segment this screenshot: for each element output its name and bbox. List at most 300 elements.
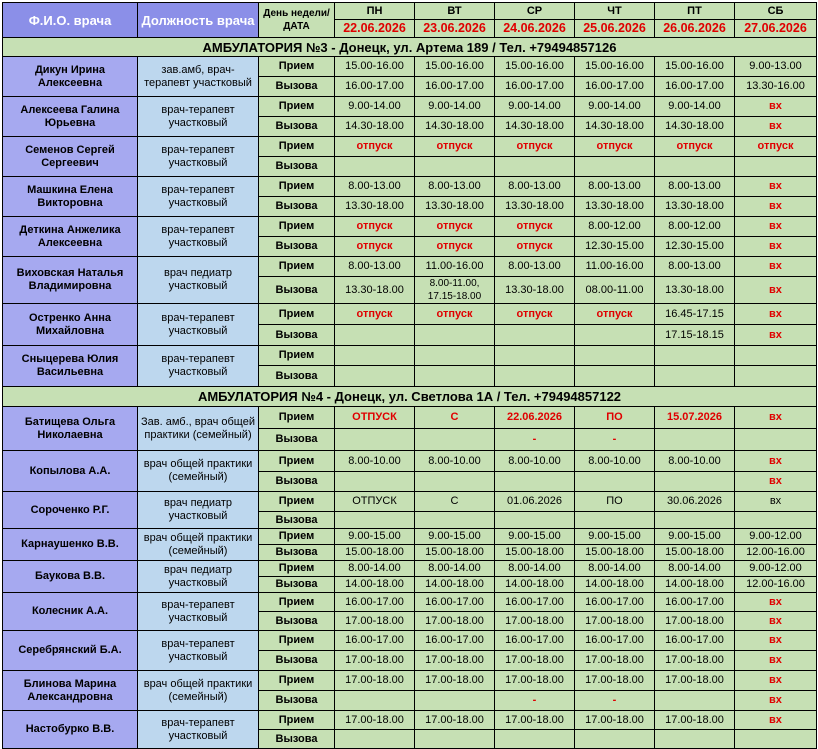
schedule-cell: - [495,691,575,711]
schedule-cell: 13.30-18.00 [335,277,415,304]
schedule-cell: вх [735,472,817,492]
schedule-cell: 17.00-18.00 [415,671,495,691]
schedule-cell: 15.00-18.00 [575,545,655,561]
schedule-cell: 14.30-18.00 [335,117,415,137]
doctor-name: Сороченко Р.Г. [3,492,138,529]
schedule-cell: отпуск [735,137,817,157]
schedule-table [2,2,817,749]
schedule-cell: отпуск [495,217,575,237]
schedule-cell: ОТПУСК [335,492,415,512]
doctor-priem-row [3,631,817,651]
schedule-cell: 8.00-13.00 [575,177,655,197]
schedule-cell: вх [735,237,817,257]
schedule-cell [655,730,735,749]
schedule-cell: 8.00-14.00 [575,561,655,577]
schedule-cell: 17.00-18.00 [335,671,415,691]
doctor-name: Семенов Сергей Сергеевич [3,137,138,177]
schedule-cell: 13.30-18.00 [495,197,575,217]
schedule-cell [735,512,817,529]
schedule-cell: 16.00-17.00 [655,631,735,651]
schedule-cell: 14.30-18.00 [575,117,655,137]
header-date: 27.06.2026 [735,20,817,38]
doctor-position: врач-терапевт участковый [138,177,259,217]
schedule-cell: 17.00-18.00 [415,612,495,631]
schedule-cell: 15.00-18.00 [495,545,575,561]
schedule-cell: 16.00-17.00 [415,631,495,651]
schedule-cell [655,512,735,529]
header-position: Должность врача [138,3,259,38]
schedule-cell: 17.00-18.00 [575,651,655,671]
doctor-priem-row [3,529,817,545]
schedule-cell [415,346,495,366]
schedule-cell: 16.00-17.00 [415,77,495,97]
doctor-priem-row [3,304,817,325]
header-date: 25.06.2026 [575,20,655,38]
schedule-cell: 8.00-14.00 [655,561,735,577]
schedule-cell: 8.00-14.00 [495,561,575,577]
schedule-cell [655,691,735,711]
schedule-cell: 17.00-18.00 [575,711,655,730]
schedule-cell: 13.30-18.00 [575,197,655,217]
schedule-cell: отпуск [415,137,495,157]
schedule-cell [335,346,415,366]
schedule-cell: 15.00-18.00 [335,545,415,561]
schedule-cell: 15.00-16.00 [495,57,575,77]
schedule-cell: 8.00-13.00 [415,177,495,197]
doctor-name: Блинова Марина Александровна [3,671,138,711]
schedule-cell: 17.00-18.00 [335,711,415,730]
schedule-cell: 16.45-17.15 [655,304,735,325]
schedule-cell: 17.15-18.15 [655,325,735,346]
schedule-cell: 17.00-18.00 [575,671,655,691]
row-type-priem: Прием [259,561,335,577]
schedule-cell: вх [735,97,817,117]
schedule-cell: С [415,407,495,429]
schedule-cell: 17.00-18.00 [655,671,735,691]
row-type-vyzova: Вызова [259,577,335,593]
schedule-cell: 12.30-15.00 [575,237,655,257]
schedule-cell [735,366,817,387]
doctor-name: Дикун Ирина Алексеевна [3,57,138,97]
doctor-priem-row [3,257,817,277]
schedule-cell [735,157,817,177]
row-type-vyzova: Вызова [259,325,335,346]
schedule-cell: вх [735,177,817,197]
doctor-position: врач-терапевт участковый [138,97,259,137]
schedule-cell: 9.00-15.00 [335,529,415,545]
row-type-vyzova: Вызова [259,197,335,217]
row-type-priem: Прием [259,304,335,325]
schedule-cell: 8.00-10.00 [335,451,415,472]
schedule-cell: вх [735,711,817,730]
schedule-cell: 12.00-16.00 [735,577,817,593]
doctor-position: врач педиатр участковый [138,492,259,529]
doctor-priem-row [3,57,817,77]
schedule-cell [655,366,735,387]
header-day: СР [495,3,575,20]
header-day: ВТ [415,3,495,20]
schedule-cell: отпуск [335,237,415,257]
schedule-cell: 16.00-17.00 [495,77,575,97]
schedule-cell [415,730,495,749]
doctor-name: Машкина Елена Викторовна [3,177,138,217]
schedule-cell: отпуск [495,137,575,157]
schedule-cell: 17.00-18.00 [415,711,495,730]
row-type-vyzova: Вызова [259,117,335,137]
schedule-cell [335,325,415,346]
schedule-cell: 17.00-18.00 [335,612,415,631]
section-title: АМБУЛАТОРИЯ №3 - Донецк, ул. Артема 189 / Тел. +79494857126 [3,38,817,57]
schedule-cell: отпуск [335,217,415,237]
header-date: 23.06.2026 [415,20,495,38]
schedule-cell [335,730,415,749]
schedule-cell: отпуск [415,237,495,257]
row-type-priem: Прием [259,346,335,366]
schedule-cell: 8.00-14.00 [335,561,415,577]
schedule-cell [575,325,655,346]
schedule-cell [575,730,655,749]
schedule-cell: 14.00-18.00 [335,577,415,593]
schedule-cell [655,429,735,451]
doctor-name: Настобурко В.В. [3,711,138,749]
schedule-cell: отпуск [495,237,575,257]
doctor-position: врач общей практики (семейный) [138,451,259,492]
schedule-cell: отпуск [495,304,575,325]
schedule-cell: 8.00-10.00 [575,451,655,472]
schedule-cell: 8.00-12.00 [655,217,735,237]
header-day: ПН [335,3,415,20]
doctor-position: врач-терапевт участковый [138,631,259,671]
doctor-name: Колесник А.А. [3,593,138,631]
header-day: ЧТ [575,3,655,20]
schedule-cell: 13.30-18.00 [655,277,735,304]
row-type-vyzova: Вызова [259,429,335,451]
schedule-cell [495,366,575,387]
schedule-cell: 9.00-14.00 [575,97,655,117]
schedule-cell [335,512,415,529]
schedule-cell: 16.00-17.00 [575,631,655,651]
schedule-cell: 17.00-18.00 [335,651,415,671]
schedule-cell: 12.30-15.00 [655,237,735,257]
schedule-cell: вх [735,451,817,472]
row-type-vyzova: Вызова [259,651,335,671]
schedule-cell: 13.30-18.00 [655,197,735,217]
schedule-cell: 13.30-18.00 [335,197,415,217]
row-type-priem: Прием [259,97,335,117]
row-type-vyzova: Вызова [259,612,335,631]
doctor-priem-row [3,177,817,197]
section-title: АМБУЛАТОРИЯ №4 - Донецк, ул. Светлова 1А / Тел. +79494857122 [3,387,817,407]
schedule-cell [335,157,415,177]
schedule-cell: 8.00-13.00 [335,257,415,277]
row-type-priem: Прием [259,177,335,197]
schedule-cell: 17.00-18.00 [655,651,735,671]
schedule-cell: 8.00-11.00, 17.15-18.00 [415,277,495,304]
schedule-cell: 9.00-12.00 [735,561,817,577]
row-type-vyzova: Вызова [259,237,335,257]
schedule-cell: 08.00-11.00 [575,277,655,304]
schedule-cell: 8.00-13.00 [655,177,735,197]
schedule-cell: вх [735,117,817,137]
header-date: 26.06.2026 [655,20,735,38]
row-type-priem: Прием [259,451,335,472]
schedule-cell: 9.00-15.00 [495,529,575,545]
schedule-cell: 15.07.2026 [655,407,735,429]
schedule-cell [735,730,817,749]
schedule-cell: ОТПУСК [335,407,415,429]
schedule-cell: 15.00-16.00 [415,57,495,77]
schedule-cell: 8.00-13.00 [495,257,575,277]
schedule-cell: - [575,691,655,711]
schedule-cell [335,429,415,451]
schedule-cell: 17.00-18.00 [575,612,655,631]
row-type-priem: Прием [259,137,335,157]
doctor-priem-row [3,407,817,429]
schedule-cell [495,512,575,529]
row-type-priem: Прием [259,492,335,512]
schedule-cell: С [415,492,495,512]
schedule-cell: 16.00-17.00 [655,77,735,97]
schedule-cell: 13.30-18.00 [495,277,575,304]
schedule-cell: отпуск [655,137,735,157]
row-type-priem: Прием [259,407,335,429]
schedule-cell: 14.00-18.00 [655,577,735,593]
schedule-cell: 13.30-16.00 [735,77,817,97]
schedule-cell [495,346,575,366]
schedule-cell: 15.00-16.00 [655,57,735,77]
schedule-cell: 16.00-17.00 [335,593,415,612]
schedule-cell: 9.00-14.00 [495,97,575,117]
schedule-cell: 14.00-18.00 [415,577,495,593]
schedule-cell: 17.00-18.00 [415,651,495,671]
doctor-position: Зав. амб., врач общей практики (семейный) [138,407,259,451]
header-dayweek: День недели/ДАТА [259,3,335,38]
schedule-cell: отпуск [335,304,415,325]
row-type-priem: Прием [259,217,335,237]
schedule-cell [575,512,655,529]
schedule-cell: 11.00-16.00 [575,257,655,277]
schedule-cell: отпуск [335,137,415,157]
doctor-priem-row [3,451,817,472]
schedule-cell: вх [735,304,817,325]
schedule-cell: 15.00-18.00 [415,545,495,561]
row-type-priem: Прием [259,529,335,545]
doctor-priem-row [3,97,817,117]
schedule-cell: вх [735,325,817,346]
doctor-priem-row [3,593,817,612]
schedule-cell: 8.00-12.00 [575,217,655,237]
doctor-position: врач педиатр участковый [138,561,259,593]
doctor-position: врач-терапевт участковый [138,593,259,631]
doctor-position: врач-терапевт участковый [138,137,259,177]
header-date: 22.06.2026 [335,20,415,38]
schedule-cell: 14.00-18.00 [575,577,655,593]
schedule-cell: 14.30-18.00 [655,117,735,137]
schedule-cell: ПО [575,407,655,429]
schedule-cell: 16.00-17.00 [575,77,655,97]
doctor-name: Карнаушенко В.В. [3,529,138,561]
doctor-position: врач-терапевт участковый [138,711,259,749]
schedule-cell [415,512,495,529]
schedule-cell [415,366,495,387]
schedule-cell [495,325,575,346]
row-type-vyzova: Вызова [259,157,335,177]
schedule-cell: 8.00-14.00 [415,561,495,577]
schedule-cell: вх [735,671,817,691]
schedule-cell: 9.00-14.00 [415,97,495,117]
doctor-position: врач-терапевт участковый [138,304,259,346]
doctor-name: Батищева Ольга Николаевна [3,407,138,451]
schedule-cell: вх [735,691,817,711]
schedule-cell: 8.00-13.00 [335,177,415,197]
schedule-cell [415,325,495,346]
row-type-priem: Прием [259,593,335,612]
row-type-vyzova: Вызова [259,691,335,711]
schedule-cell: 16.00-17.00 [655,593,735,612]
schedule-cell: 17.00-18.00 [655,711,735,730]
row-type-priem: Прием [259,671,335,691]
schedule-cell: вх [735,217,817,237]
schedule-cell [735,346,817,366]
doctor-priem-row [3,346,817,366]
schedule-cell: 17.00-18.00 [495,711,575,730]
schedule-cell: 16.00-17.00 [335,631,415,651]
schedule-cell [335,472,415,492]
schedule-cell: 17.00-18.00 [495,612,575,631]
doctor-name: Виховская Наталья Владимировна [3,257,138,304]
schedule-cell [575,366,655,387]
doctor-name: Копылова А.А. [3,451,138,492]
schedule-cell: 16.00-17.00 [495,631,575,651]
schedule-cell [495,730,575,749]
schedule-cell [575,346,655,366]
doctor-position: врач-терапевт участковый [138,217,259,257]
schedule-cell: 8.00-13.00 [655,257,735,277]
doctor-position: врач педиатр участковый [138,257,259,304]
schedule-cell: 13.30-18.00 [415,197,495,217]
row-type-vyzova: Вызова [259,512,335,529]
section-row [3,38,817,57]
schedule-cell: 9.00-15.00 [415,529,495,545]
schedule-cell: 15.00-16.00 [335,57,415,77]
schedule-cell [415,429,495,451]
section-row [3,387,817,407]
schedule-cell [655,157,735,177]
schedule-cell [415,157,495,177]
schedule-cell: вх [735,277,817,304]
schedule-cell: 16.00-17.00 [415,593,495,612]
doctor-position: врач общей практики (семейный) [138,671,259,711]
doctor-priem-row [3,217,817,237]
doctor-name: Баукова В.В. [3,561,138,593]
schedule-cell: вх [735,612,817,631]
schedule-cell: 30.06.2026 [655,492,735,512]
header-day: ПТ [655,3,735,20]
schedule-cell: 22.06.2026 [495,407,575,429]
schedule-cell: 01.06.2026 [495,492,575,512]
schedule-cell: 16.00-17.00 [575,593,655,612]
schedule-cell: 8.00-13.00 [495,177,575,197]
schedule-cell: вх [735,651,817,671]
schedule-cell [415,691,495,711]
schedule-cell: 16.00-17.00 [335,77,415,97]
schedule-cell: 9.00-12.00 [735,529,817,545]
schedule-cell: отпуск [575,137,655,157]
doctor-priem-row [3,711,817,730]
header-row [3,3,817,20]
schedule-cell: 9.00-13.00 [735,57,817,77]
doctor-position: врач-терапевт участковый [138,346,259,387]
schedule-cell [575,472,655,492]
doctor-priem-row [3,671,817,691]
header-name: Ф.И.О. врача [3,3,138,38]
row-type-vyzova: Вызова [259,545,335,561]
row-type-vyzova: Вызова [259,277,335,304]
schedule-cell [495,157,575,177]
schedule-cell: - [495,429,575,451]
schedule-cell: 17.00-18.00 [655,612,735,631]
schedule-cell: 12.00-16.00 [735,545,817,561]
doctor-priem-row [3,492,817,512]
row-type-priem: Прием [259,631,335,651]
schedule-cell: 8.00-10.00 [415,451,495,472]
schedule-cell: 14.30-18.00 [495,117,575,137]
row-type-vyzova: Вызова [259,366,335,387]
schedule-cell: 17.00-18.00 [495,651,575,671]
schedule-cell: 11.00-16.00 [415,257,495,277]
schedule-cell [655,472,735,492]
schedule-cell: 15.00-16.00 [575,57,655,77]
schedule-cell: ПО [575,492,655,512]
schedule-cell: вх [735,593,817,612]
doctor-position: врач общей практики (семейный) [138,529,259,561]
schedule-cell [575,157,655,177]
row-type-priem: Прием [259,257,335,277]
row-type-vyzova: Вызова [259,730,335,749]
schedule-cell: вх [735,407,817,429]
schedule-cell: 8.00-10.00 [655,451,735,472]
header-day: СБ [735,3,817,20]
row-type-priem: Прием [259,57,335,77]
row-type-priem: Прием [259,711,335,730]
schedule-cell: 9.00-15.00 [655,529,735,545]
schedule-cell [335,366,415,387]
schedule-cell: 14.00-18.00 [495,577,575,593]
schedule-cell [415,472,495,492]
doctor-priem-row [3,137,817,157]
schedule-cell: отпуск [415,217,495,237]
doctor-name: Серебрянский Б.А. [3,631,138,671]
schedule-cell: 9.00-14.00 [335,97,415,117]
schedule-cell [335,691,415,711]
schedule-cell: вх [735,492,817,512]
schedule-cell [495,472,575,492]
header-date: 24.06.2026 [495,20,575,38]
schedule-cell [655,346,735,366]
doctor-name: Сныцерева Юлия Васильевна [3,346,138,387]
schedule-cell: вх [735,257,817,277]
doctor-name: Остренко Анна Михайловна [3,304,138,346]
schedule-cell: отпуск [415,304,495,325]
schedule-cell: 9.00-15.00 [575,529,655,545]
schedule-cell: 17.00-18.00 [495,671,575,691]
row-type-vyzova: Вызова [259,77,335,97]
schedule-cell: 15.00-18.00 [655,545,735,561]
doctor-name: Деткина Анжелика Алексеевна [3,217,138,257]
schedule-cell: 16.00-17.00 [495,593,575,612]
schedule-cell: - [575,429,655,451]
schedule-cell: вх [735,197,817,217]
